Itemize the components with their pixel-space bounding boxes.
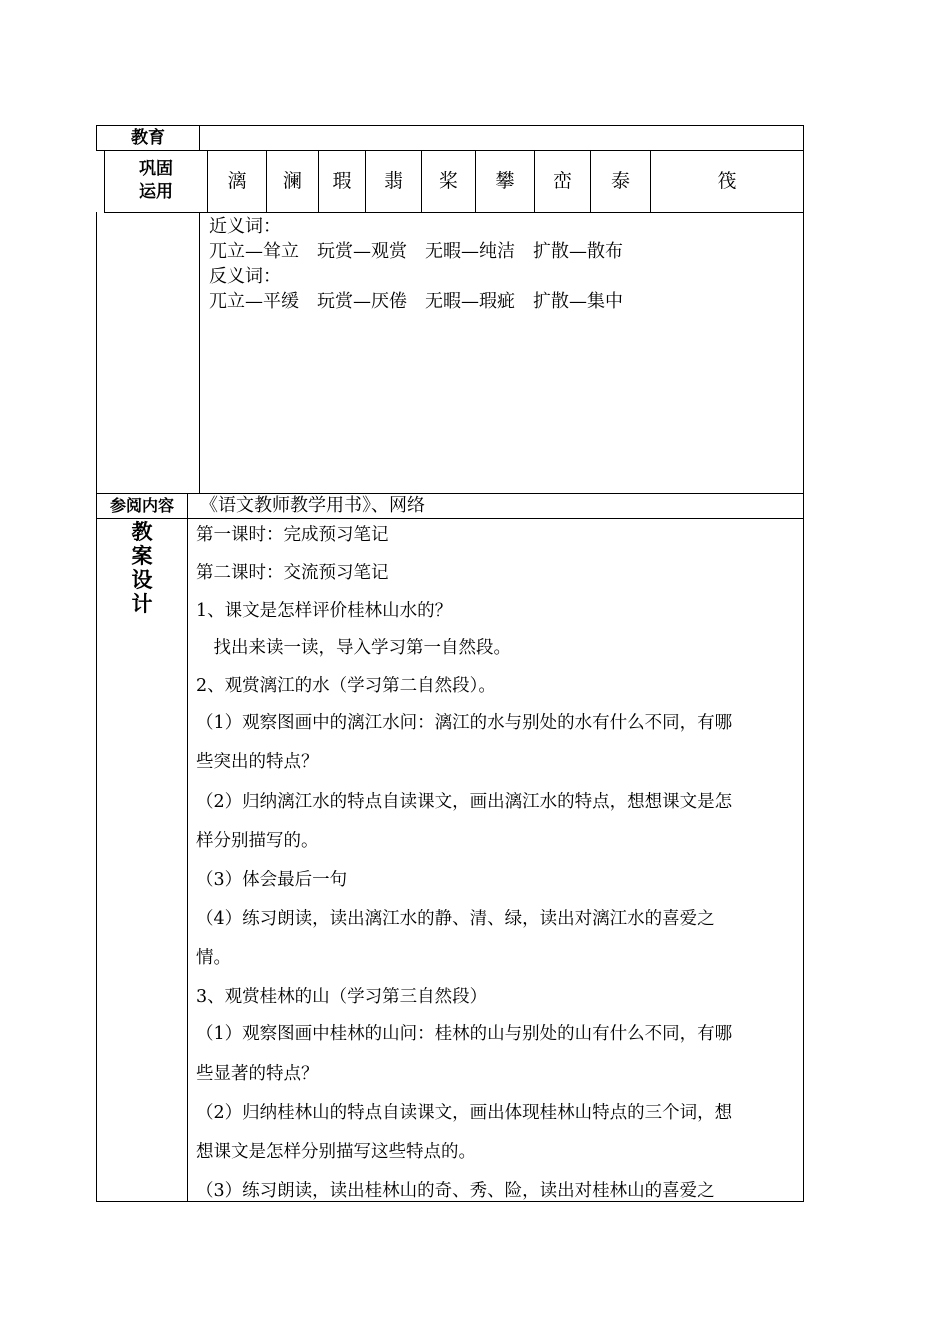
plan-label-char: 案 bbox=[131, 544, 153, 568]
plan-label-char: 教 bbox=[131, 520, 153, 544]
char-cell: 漓 bbox=[227, 170, 247, 192]
plan-line: 第二课时：交流预习笔记 bbox=[196, 563, 389, 583]
plan-line: 2、观赏漓江的水（学习第二自然段）。 bbox=[196, 676, 496, 696]
plan-label-char: 设 bbox=[131, 568, 153, 592]
synonyms-list: 兀立—耸立 玩赏—观赏 无暇—纯洁 扩散—散布 bbox=[209, 241, 623, 262]
plan-line: （2）归纳桂林山的特点自读课文，画出体现桂林山特点的三个词，想 bbox=[196, 1103, 733, 1123]
sep-words bbox=[199, 212, 200, 494]
char-cell: 翡 bbox=[383, 170, 403, 192]
practice-label-line1: 巩固 bbox=[139, 159, 173, 179]
char-cell: 澜 bbox=[282, 170, 302, 192]
synonyms-title: 近义词： bbox=[209, 216, 281, 237]
practice-label-line2: 运用 bbox=[139, 182, 173, 202]
plan-line: （1）观察图画中的漓江水问：漓江的水与别处的水有什么不同，有哪 bbox=[196, 713, 733, 733]
plan-line: （2）归纳漓江水的特点自读课文，画出漓江水的特点，想想课文是怎 bbox=[196, 792, 733, 812]
plan-line: （4）练习朗读，读出漓江水的静、清、绿，读出对漓江水的喜爱之 bbox=[196, 909, 715, 929]
char-cell: 筏 bbox=[717, 170, 737, 192]
plan-line: 1、课文是怎样评价桂林山水的？ bbox=[196, 601, 453, 621]
border-left-3 bbox=[96, 212, 97, 1202]
char-cell: 泰 bbox=[610, 170, 630, 192]
antonyms-list: 兀立—平缓 玩赏—厌倦 无暇—瑕疵 扩散—集中 bbox=[209, 291, 623, 312]
plan-line: 些显著的特点？ bbox=[196, 1064, 319, 1084]
char-cell: 峦 bbox=[552, 170, 572, 192]
plan-line: （1）观察图画中桂林的山问：桂林的山与别处的山有什么不同，有哪 bbox=[196, 1024, 733, 1044]
education-label: 教育 bbox=[131, 128, 165, 148]
plan-line: 找出来读一读，导入学习第一自然段。 bbox=[196, 638, 511, 658]
reference-content: 《语文教师教学用书》、网络 bbox=[200, 495, 425, 516]
plan-line: 样分别描写的。 bbox=[196, 831, 319, 851]
plan-line: 些突出的特点？ bbox=[196, 752, 319, 772]
plan-label-char: 计 bbox=[131, 592, 153, 616]
words-block bbox=[209, 214, 623, 314]
plan-line: 第一课时：完成预习笔记 bbox=[196, 525, 389, 545]
border-row2 bbox=[104, 212, 804, 213]
border-right bbox=[803, 125, 804, 1202]
char-cell: 攀 bbox=[495, 170, 515, 192]
practice-label bbox=[104, 158, 208, 204]
border-top bbox=[96, 125, 804, 126]
reference-label: 参阅内容 bbox=[109, 496, 174, 515]
plan-line: 想课文是怎样分别描写这些特点的。 bbox=[196, 1142, 476, 1162]
plan-label bbox=[96, 520, 188, 616]
char-cell: 瑕 bbox=[332, 170, 352, 192]
plan-line: 情。 bbox=[196, 948, 231, 968]
antonyms-title: 反义词： bbox=[209, 266, 281, 287]
plan-line: （3）练习朗读，读出桂林山的奇、秀、险，读出对桂林山的喜爱之 bbox=[196, 1181, 715, 1201]
plan-line: （3）体会最后一句 bbox=[196, 870, 348, 890]
sep-plan bbox=[187, 518, 188, 1202]
char-cell: 桨 bbox=[438, 170, 458, 192]
plan-line: 3、观赏桂林的山（学习第三自然段） bbox=[196, 987, 488, 1007]
